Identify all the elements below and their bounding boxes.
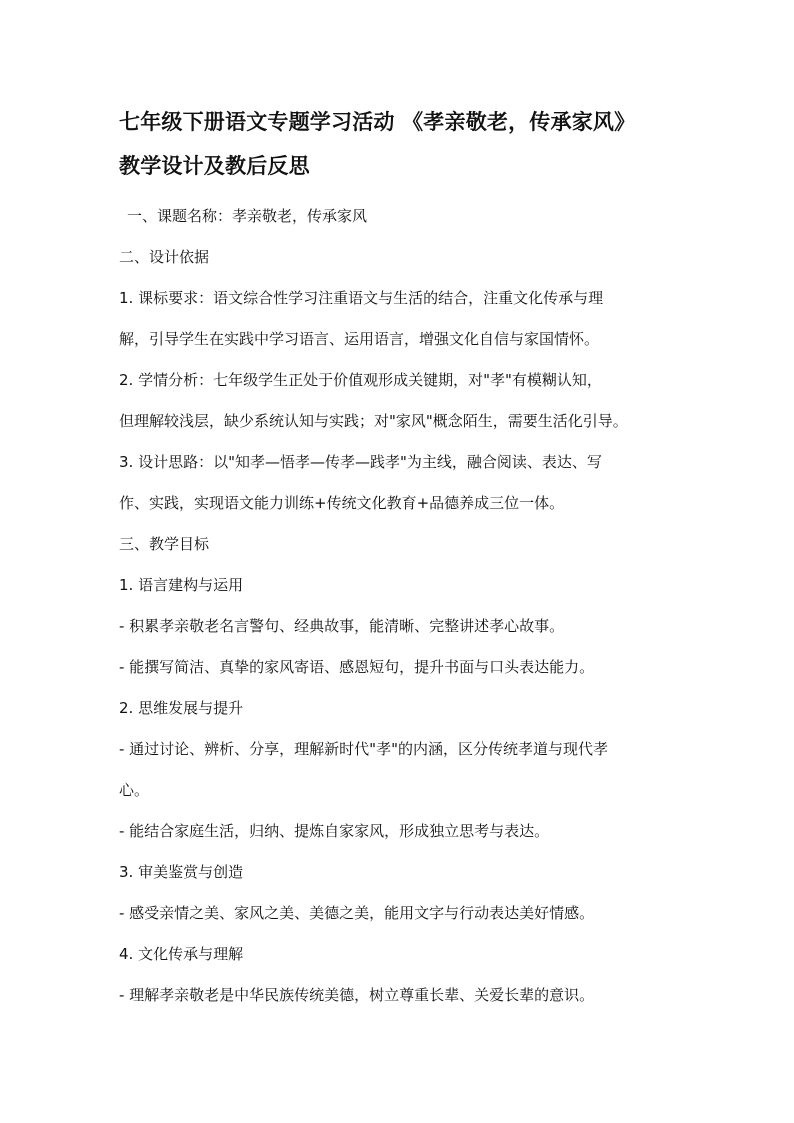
subheading-language: 1. 语言建构与运用 (119, 576, 244, 594)
section-heading-design-basis: 二、设计依据 (119, 248, 210, 266)
title-line-2: 教学设计及教后反思 (119, 154, 310, 178)
list-item: - 感受亲情之美、家风之美、美德之美，能用文字与行动表达美好情感。 (119, 904, 595, 922)
section-heading-course-name: 一、课题名称：孝亲敬老，传承家风 (127, 207, 368, 225)
document-body (119, 196, 689, 1016)
paragraph-line: 1. 课标要求：语文综合性学习注重语文与生活的结合，注重文化传承与理 (119, 289, 604, 307)
list-item: - 通过讨论、辨析、分享，理解新时代"孝"的内涵，区分传统孝道与现代孝 (119, 740, 608, 758)
subheading-thinking: 2. 思维发展与提升 (119, 699, 244, 717)
paragraph-line: 2. 学情分析：七年级学生正处于价值观形成关键期，对"孝"有模糊认知， (119, 371, 602, 389)
list-item: - 能结合家庭生活，归纳、提炼自家家风，形成独立思考与表达。 (119, 822, 550, 840)
paragraph-line: 3. 设计思路：以"知孝—悟孝—传孝—践孝"为主线，融合阅读、表达、写 (119, 453, 602, 471)
list-item-continuation: 心。 (119, 781, 150, 799)
section-heading-teaching-goals: 三、教学目标 (119, 535, 210, 553)
list-item: - 能撰写简洁、真挚的家风寄语、感恩短句，提升书面与口头表达能力。 (119, 658, 595, 676)
document-title (119, 100, 699, 188)
paragraph-line: 解，引导学生在实践中学习语言、运用语言，增强文化自信与家国情怀。 (119, 330, 600, 348)
list-item: - 理解孝亲敬老是中华民族传统美德，树立尊重长辈、关爱长辈的意识。 (119, 986, 595, 1004)
list-item: - 积累孝亲敬老名言警句、经典故事，能清晰、完整讲述孝心故事。 (119, 617, 565, 635)
paragraph-line: 但理解较浅层，缺少系统认知与实践；对"家风"概念陌生，需要生活化引导。 (119, 412, 628, 430)
title-line-1: 七年级下册语文专题学习活动 《孝亲敬老，传承家风》 (119, 110, 636, 134)
paragraph-line: 作、实践，实现语文能力训练+传统文化教育+品德养成三位一体。 (119, 494, 565, 512)
subheading-culture: 4. 文化传承与理解 (119, 945, 244, 963)
subheading-aesthetic: 3. 审美鉴赏与创造 (119, 863, 244, 881)
